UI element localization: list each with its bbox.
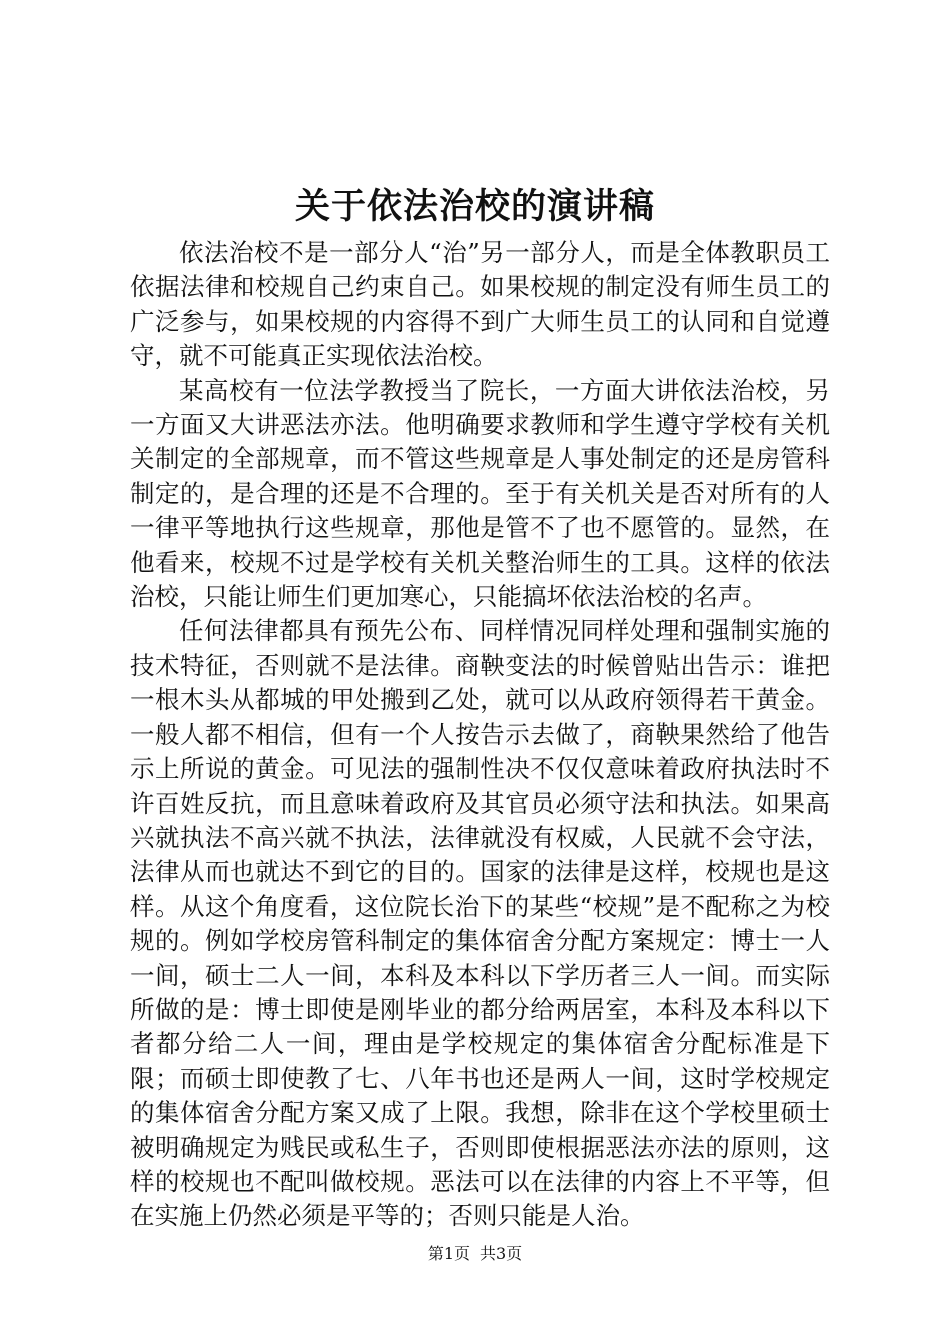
document-title: 关于依法治校的演讲稿 xyxy=(294,186,655,227)
paragraph: 依法治校不是一部分人“治”另一部分人，而是全体教职员工依据法律和校规自己约束自己。如果校规的制定没有师生员工的广泛参与，如果校规的内容得不到广大师生员工的认同和自觉遵守，就不可能真正实现依法治校。 xyxy=(130,238,830,371)
page-total: 共3页 xyxy=(480,1244,523,1263)
page-number: 第1页 xyxy=(427,1244,470,1263)
paragraph: 任何法律都具有预先公布、同样情况同样处理和强制实施的技术特征，否则就不是法律。商鞅变法的时候曾贴出告示：谁把一根木头从都城的甲处搬到乙处，就可以从政府领得若干黄金。一般人都不相信，但有一个人按告示去做了，商鞅果然给了他告示上所说的黄金。可见法的强制性决不仅仅意味着政府执法时不许百姓反抗，而且意味着政府及其官员必须守法和执法。如果高兴就执法不高兴就不执法，法律就没有权威，人民就不会守法，法律从而也就达不到它的目的。国家的法律是这样，校规也是这样。从这个角度看，这位院长治下的某些“校规”是不配称之为校规的。例如学校房管科制定的集体宿舍分配方案规定：博士一人一间，硕士二人一间，本科及本科以下学历者三人一间。而实际所做的是：博士即使是刚毕业的都分给两居室，本科及本科以下者都分给二人一间，理由是学校规定的集体宿舍分配标准是下限；而硕士即使教了七、八年书也还是两人一间，这时学校规定的集体宿舍分配方案又成了上限。我想，除非在这个学校里硕士被明确规定为贱民或私生子，否则即使根据恶法亦法的原则，这样的校规也不配叫做校规。恶法可以在法律的内容上不平等，但在实施上仍然必须是平等的；否则只能是人治。 xyxy=(130,616,830,1231)
document-body xyxy=(130,236,830,1234)
paragraph: 某高校有一位法学教授当了院长，一方面大讲依法治校，另一方面又大讲恶法亦法。他明确要求教师和学生遵守学校有关机关制定的全部规章，而不管这些规章是人事处制定的还是房管科制定的，是合理的还是不合理的。至于有关机关是否对所有的人一律平等地执行这些规章，那他是管不了也不愿管的。显然，在他看来，校规不过是学校有关机关整治师生的工具。这样的依法治校，只能让师生们更加寒心，只能搞坏依法治校的名声。 xyxy=(130,375,830,612)
page-footer xyxy=(0,1242,950,1266)
